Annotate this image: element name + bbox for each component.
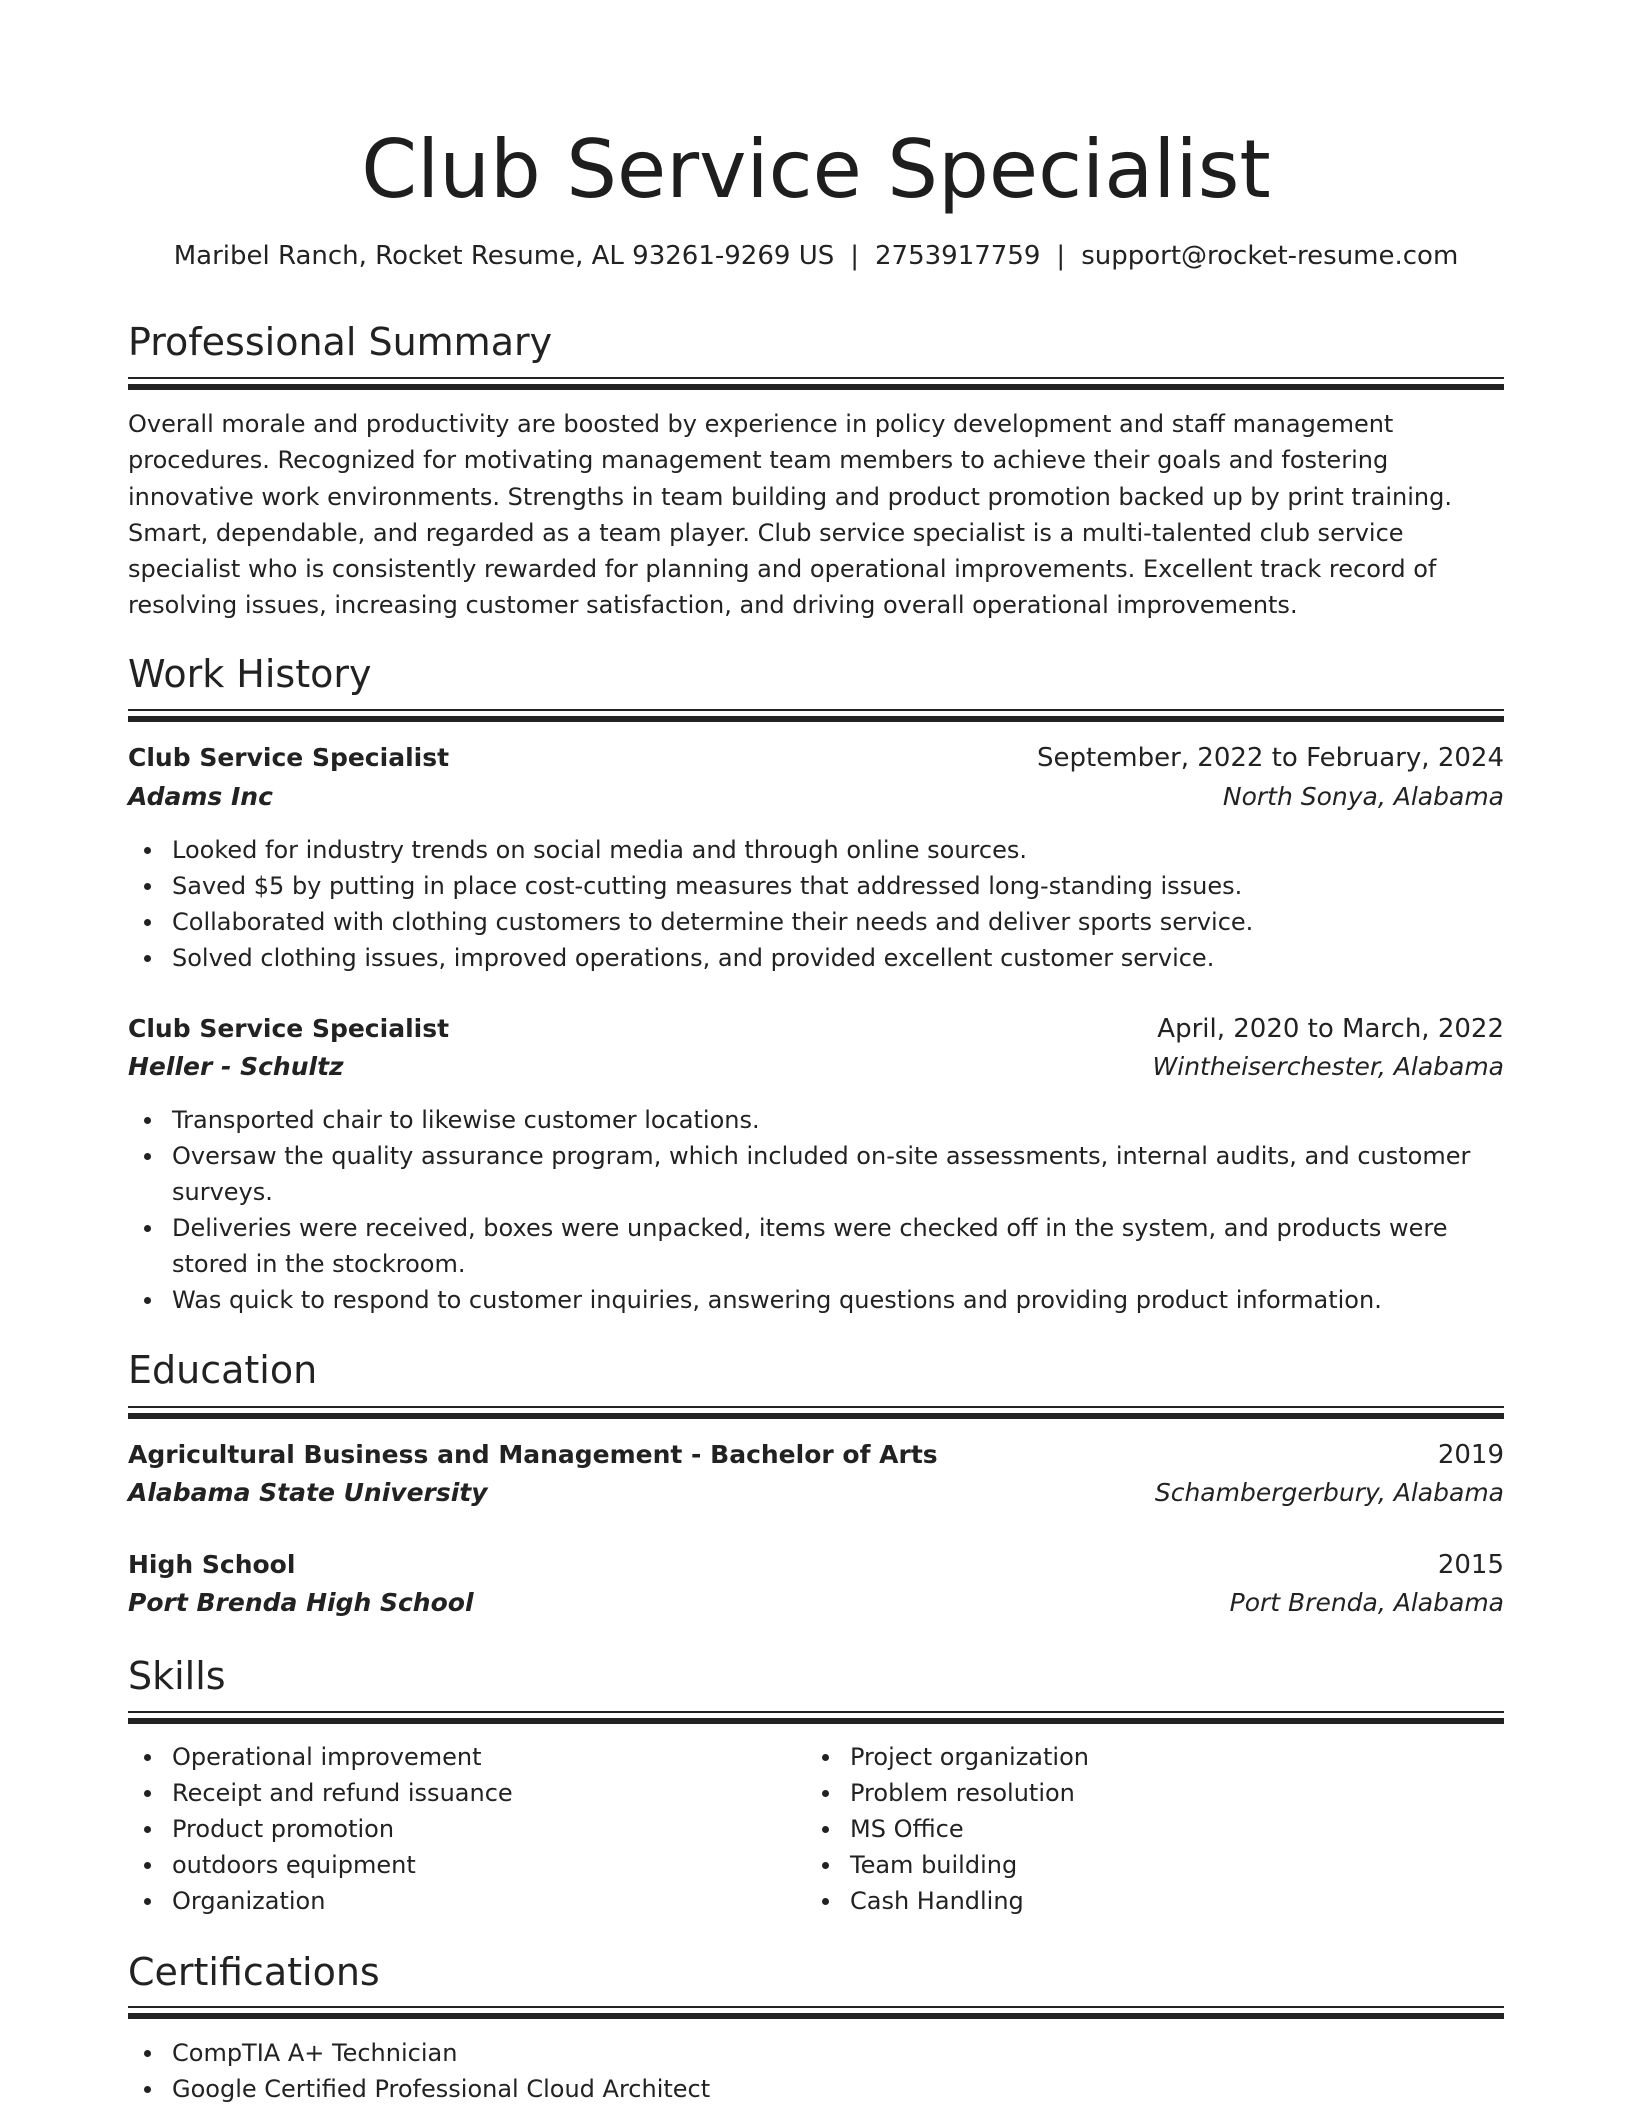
job-role: Club Service Specialist [128, 743, 450, 772]
list-item: Looked for industry trends on social media and through online sources. [172, 832, 1504, 868]
list-item: outdoors equipment [172, 1847, 808, 1883]
job-dates: September, 2022 to February, 2024 [1037, 743, 1504, 773]
list-item: Transported chair to likewise customer locations. [172, 1102, 1504, 1138]
job-dates: April, 2020 to March, 2022 [1157, 1014, 1504, 1044]
education-school: Port Brenda High School [128, 1588, 474, 1617]
list-item: Product promotion [172, 1811, 808, 1847]
section-title-summary: Professional Summary [128, 320, 553, 364]
education-location: Schambergerbury, Alabama [1154, 1478, 1504, 1507]
list-item: Solved clothing issues, improved operations, and provided excellent customer service. [172, 940, 1504, 976]
resume-name: Club Service Specialist [361, 123, 1271, 216]
contact-phone: 2753917759 [875, 241, 1041, 271]
list-item: Problem resolution [850, 1775, 1504, 1811]
job-location: Wintheiserchester, Alabama [1152, 1052, 1504, 1081]
education-year: 2015 [1437, 1550, 1504, 1580]
section-divider [128, 377, 1504, 390]
list-item: Collaborated with clothing customers to determine their needs and deliver sports service. [172, 904, 1504, 940]
contact-separator: | [850, 241, 859, 271]
list-item: Operational improvement [172, 1739, 808, 1775]
education-header [128, 1436, 1504, 1474]
section-title-certifications: Certifications [128, 1950, 380, 1994]
education-degree: Agricultural Business and Management - Bachelor of Arts [128, 1440, 938, 1469]
job-bullets [128, 1102, 1504, 1318]
contact-line [0, 238, 1632, 274]
job-company: Heller - Schultz [128, 1052, 344, 1081]
job-bullets [128, 832, 1504, 976]
list-item: Project organization [850, 1739, 1504, 1775]
list-item: Receipt and refund issuance [172, 1775, 808, 1811]
education-year: 2019 [1437, 1440, 1504, 1470]
education-degree: High School [128, 1550, 296, 1579]
job-location: North Sonya, Alabama [1222, 782, 1504, 811]
list-item: CompTIA A+ Technician [172, 2035, 1504, 2071]
job-company: Adams Inc [128, 782, 273, 811]
contact-separator: | [1056, 241, 1066, 271]
section-divider [128, 709, 1504, 722]
education-location: Port Brenda, Alabama [1229, 1588, 1504, 1617]
contact-email: support@rocket-resume.com [1081, 241, 1459, 271]
section-title-skills: Skills [128, 1654, 226, 1698]
skills-list-right [806, 1739, 1504, 1919]
job-subheader [128, 778, 1504, 816]
job-subheader [128, 1048, 1504, 1086]
education-subheader [128, 1584, 1504, 1622]
job-header [128, 1010, 1504, 1048]
list-item: MS Office [850, 1811, 1504, 1847]
section-title-work: Work History [128, 652, 372, 696]
list-item: Google Certified Professional Cloud Architect [172, 2071, 1504, 2107]
section-title-education: Education [128, 1348, 318, 1392]
list-item: Organization [172, 1883, 808, 1919]
contact-address: Maribel Ranch, Rocket Resume, AL 93261-9269 US [173, 241, 835, 271]
certifications-list [128, 2035, 1504, 2107]
education-header [128, 1546, 1504, 1584]
summary-text: Overall morale and productivity are boosted by experience in policy development and staff management procedures. Recognized for motivating management team members to achieve their goals and fostering innovative work environments. Strengths in team building and product promotion backed up by print training. Smart, dependable, and regarded as a team player. Club service specialist is a multi-talented club service specialist who is consistently rewarded for planning and operational improvements. Excellent track record of resolving issues, increasing customer satisfaction, and driving overall operational improvements. [128, 410, 1452, 620]
job-role: Club Service Specialist [128, 1014, 450, 1043]
section-divider [128, 1406, 1504, 1419]
skills-list-left [128, 1739, 808, 1919]
list-item: Team building [850, 1847, 1504, 1883]
job-header [128, 739, 1504, 777]
list-item: Saved $5 by putting in place cost-cutting measures that addressed long-standing issues. [172, 868, 1504, 904]
education-school: Alabama State University [128, 1478, 488, 1507]
list-item: Cash Handling [850, 1883, 1504, 1919]
section-divider [128, 2006, 1504, 2019]
list-item: Deliveries were received, boxes were unpacked, items were checked off in the system, and products were stored in the stockroom. [172, 1210, 1504, 1282]
list-item: Oversaw the quality assurance program, which included on-site assessments, internal audits, and customer surveys. [172, 1138, 1504, 1210]
section-divider [128, 1711, 1504, 1724]
list-item: Was quick to respond to customer inquiries, answering questions and providing product information. [172, 1282, 1504, 1318]
education-subheader [128, 1474, 1504, 1512]
